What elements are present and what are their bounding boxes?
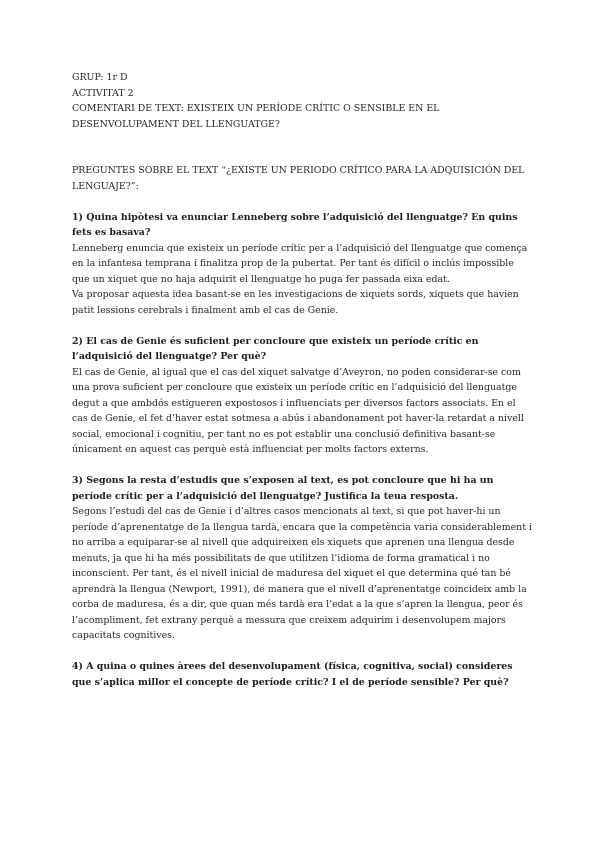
spacer bbox=[72, 194, 534, 210]
spacer bbox=[72, 644, 534, 660]
answer-1-paragraph-1: Lenneberg enuncia que existeix un període crític per a l’adquisició del llenguatge que comença en la infantesa temprana i finalitza prop de la pubertat. Per tant és difícil o inclús impossible que un xiquet que no haja adquirit el llenguatge ho puga fer passada eixa edat. bbox=[72, 242, 528, 285]
answer-1-paragraph-2: Va proposar aquesta idea basant-se en les investigacions de xiquets sords, xiquets que havien patit lessions cerebrals i finalment amb el cas de Genie. bbox=[72, 289, 519, 316]
question-1: 1) Quina hipòtesi va enunciar Lenneberg sobre l’adquisició del llenguatge? En quins fets es basava? bbox=[72, 211, 518, 238]
spacer bbox=[72, 458, 534, 474]
question-4: 4) A quina o quines àrees del desenvolupament (física, cognitiva, social) consideres que s’aplica millor el concepte de període crític? I el de període sensible? Per què? bbox=[72, 661, 513, 688]
answer-3-paragraph-1: Segons l’estudi del cas de Genie i d’altres casos mencionats al text, si que pot haver-hi un període d’aprenentatge de la llengua tardà, encara que la competència varia considerablement i no arriba a equiparar-se al nivell que adquireixen els xiquets que aprenen una llengua desde menuts, ja que hi ha més possibilitats de que utilitzen l’idioma de forma gramatical i no inconscient. Per tant, és el nivell inicial de maduresa del xiquet el que determina qué tan bé aprendrà la llengua (Newport, 1991), de manera que el nivell d’aprenentatge coincideix amb la corba de maduresa, és a dir, que quan més tardà era l’edat a la que s’apren la llengua, peor és l’acompliment, fet extrany perquè a messura que creixem adquirim i desenvolupem majors capacitats cognitives. bbox=[72, 506, 532, 641]
document-content bbox=[72, 70, 534, 690]
spacer bbox=[72, 132, 534, 163]
spacer bbox=[72, 318, 534, 334]
header-activitat: ACTIVITAT 2 bbox=[72, 87, 134, 99]
answer-2-paragraph-1: El cas de Genie, al igual que el cas del xiquet salvatge d’Aveyron, no poden considerar-se com una prova suficient per concloure que existeix un període crític en l’adquisició del llenguatge degut a que ambdós estigueren expostosos i influenciats per diversos factors associats. En el cas de Genie, el fet d’haver estat sotmesa a abús i abandonament pot haver-la retardat a nivell social, emocional i cognitiu, per tant no es pot establir una conclusió definitiva basant-se únicament en aquest cas perquè està influenciat per molts factors externs. bbox=[72, 366, 524, 455]
header-grup: GRUP: 1r D bbox=[72, 72, 128, 83]
question-3: 3) Segons la resta d’estudis que s’exposen al text, es pot concloure que hi ha un període crític per a l’adquisició del llenguatge? Justifica la teua resposta. bbox=[72, 475, 494, 502]
header-comentari: COMENTARI DE TEXT: EXISTEIX UN PERÍODE CRÍTIC O SENSIBLE EN EL DESENVOLUPAMENT DEL LLENGUATGE? bbox=[72, 103, 440, 130]
question-2: 2) El cas de Genie és suficient per concloure que existeix un període crític en l’adquisició del llenguatge? Per què? bbox=[72, 335, 479, 362]
preguntes-intro: PREGUNTES SOBRE EL TEXT “¿EXISTE UN PERIODO CRÍTICO PARA LA ADQUISICIÓN DEL LENGUAJE?”: bbox=[72, 165, 525, 192]
